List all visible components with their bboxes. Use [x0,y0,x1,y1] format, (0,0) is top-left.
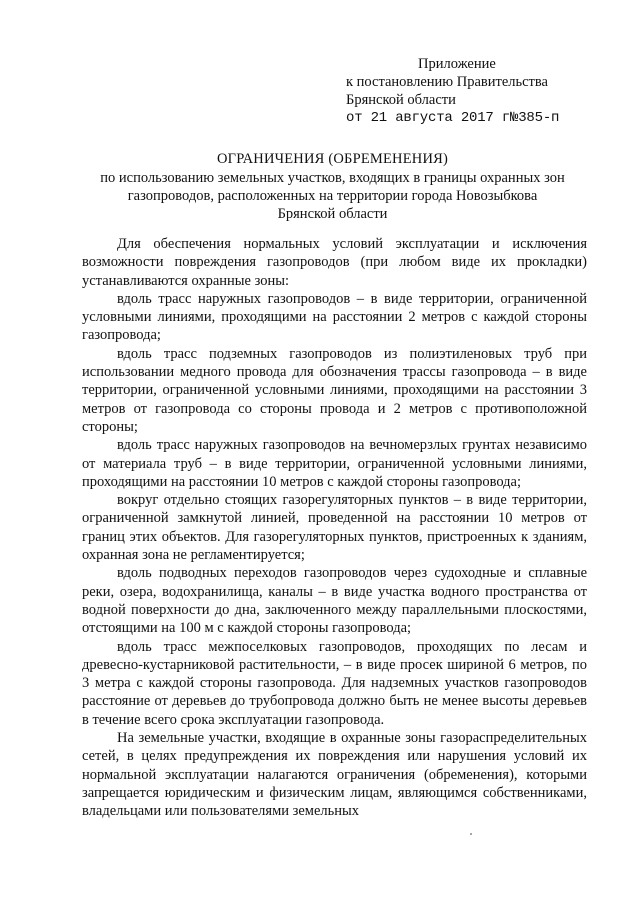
appendix-date-number: от 21 августа 2017 г№385-п [346,110,560,126]
appendix-label: Приложение [418,56,496,72]
appendix-resolution: к постановлению Правительства [346,74,548,90]
paragraph-zone-permafrost: вдоль трасс наружных газопроводов на вечномерзлых грунтах независимо от материала труб – в виде территории, ограниченной условными линиями, проходящими на расстоянии 10 метров с каждой стороны газопровода; [82,437,587,490]
paragraph-zone-outdoor: вдоль трасс наружных газопроводов – в виде территории, ограниченной условными линиями, проходящими на расстоянии 2 метров с каждой стороны газопровода; [82,290,587,344]
paragraph-restrictions: На земельные участки, входящие в охранные зоны газораспределительных сетей, в целях предупреждения их повреждения или нарушения условий их нормальной эксплуатации налагаются ограничения (обременения), которыми запрещается юридическим и физическим лицам, являющимся собственниками, владельцами или пользователями земельных [82,730,587,820]
title-subline-3: Брянской области [277,206,388,222]
scan-speck [470,833,472,835]
paragraph-zone-polyethylene: вдоль трасс подземных газопроводов из полиэтиленовых труб при использовании медного провода для обозначения трассы газопровода – в виде территории, ограниченной условными линиями, проходящими на расстоянии 3 метров от газопровода со стороны провода и 2 метров с противоположной стороны; [82,345,587,435]
document-body [82,235,587,821]
paragraph-zone-regulator-points: вокруг отдельно стоящих газорегуляторных пунктов – в виде территории, ограниченной замкнутой линией, проведенной на расстоянии 10 метров от границ этих объектов. Для газорегуляторных пунктов, пристроенных к зданиям, охранная зона не регламентируется; [82,492,587,564]
title-subline-1: по использованию земельных участков, входящих в границы охранных зон [100,170,565,186]
title-heading: ОГРАНИЧЕНИЯ (ОБРЕМЕНЕНИЯ) [216,151,449,167]
document-title [60,150,605,223]
paragraph-intro: Для обеспечения нормальных условий эксплуатации и исключения возможности повреждения газопроводов (при любом виде их прокладки) устанавливаются охранные зоны: [82,236,587,289]
paragraph-zone-forest: вдоль трасс межпоселковых газопроводов, проходящих по лесам и древесно-кустарниковой растительности, – в виде просек шириной 6 метров, по 3 метра с каждой стороны газопровода. Для надземных участков газопроводов расстояние от деревьев до трубопровода должно быть не менее высоты деревьев в течение всего срока эксплуатации газопровода. [82,638,587,728]
appendix-header [346,55,626,127]
paragraph-zone-underwater: вдоль подводных переходов газопроводов через судоходные и сплавные реки, озера, водохранилища, каналы – в виде участка водного пространства от водной поверхности до дна, заключенного между параллельными плоскостями, отстоящими на 100 м с каждой стороны газопровода; [82,565,587,637]
title-subline-2: газопроводов, расположенных на территории города Новозыбкова [127,188,538,204]
appendix-region: Брянской области [346,92,456,108]
